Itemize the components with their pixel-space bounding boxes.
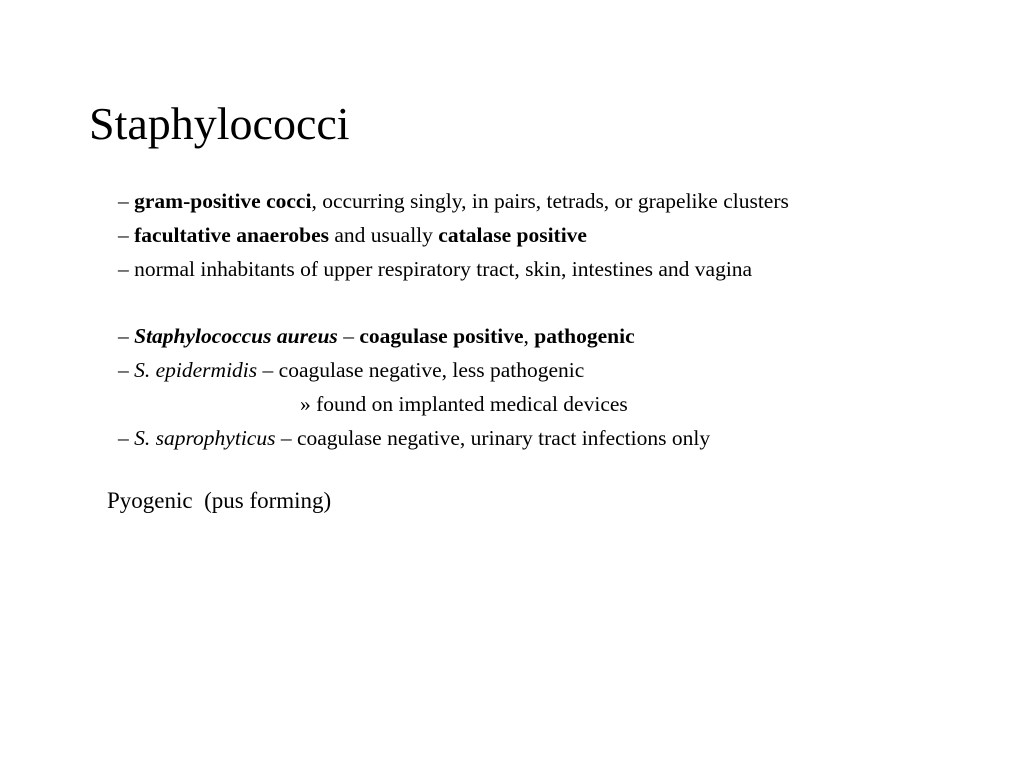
separator: , <box>523 324 535 348</box>
bullet-normal-inhabitants: – normal inhabitants of upper respiratory tract, skin, intestines and vagina <box>118 257 753 281</box>
bullet-s-saprophyticus <box>118 424 710 452</box>
bullet-gram-positive <box>118 187 789 215</box>
separator: – <box>337 324 360 348</box>
species-name: S. saprophyticus <box>134 426 276 450</box>
dash: – <box>118 324 135 348</box>
bullet-facultative-anaerobes <box>118 221 587 249</box>
slide-title: Staphylococci <box>89 98 350 149</box>
sub-bullet-implanted-devices: » found on implanted medical devices <box>300 392 628 416</box>
bold-term: facultative anaerobes <box>134 223 329 247</box>
bullet-text: – coagulase negative, urinary tract infections only <box>275 426 711 450</box>
bold-term: gram-positive cocci <box>134 189 312 213</box>
bold-term: pathogenic <box>534 324 635 348</box>
species-name: Staphylococcus aureus <box>134 324 338 348</box>
bold-term: catalase positive <box>438 223 587 247</box>
bullet-text: and usually <box>329 223 439 247</box>
bold-term: coagulase positive <box>359 324 524 348</box>
bullet-text: – coagulase negative, less pathogenic <box>257 358 585 382</box>
dash: – <box>118 189 135 213</box>
dash: – <box>118 426 135 450</box>
bullet-s-epidermidis <box>118 356 584 384</box>
dash: – <box>118 358 135 382</box>
species-name: S. epidermidis <box>134 358 258 382</box>
bullet-text: , occurring singly, in pairs, tetrads, or grapelike clusters <box>311 189 789 213</box>
pyogenic-note: Pyogenic (pus forming) <box>107 488 332 513</box>
dash: – <box>118 223 135 247</box>
bullet-staphylococcus-aureus <box>118 322 635 350</box>
